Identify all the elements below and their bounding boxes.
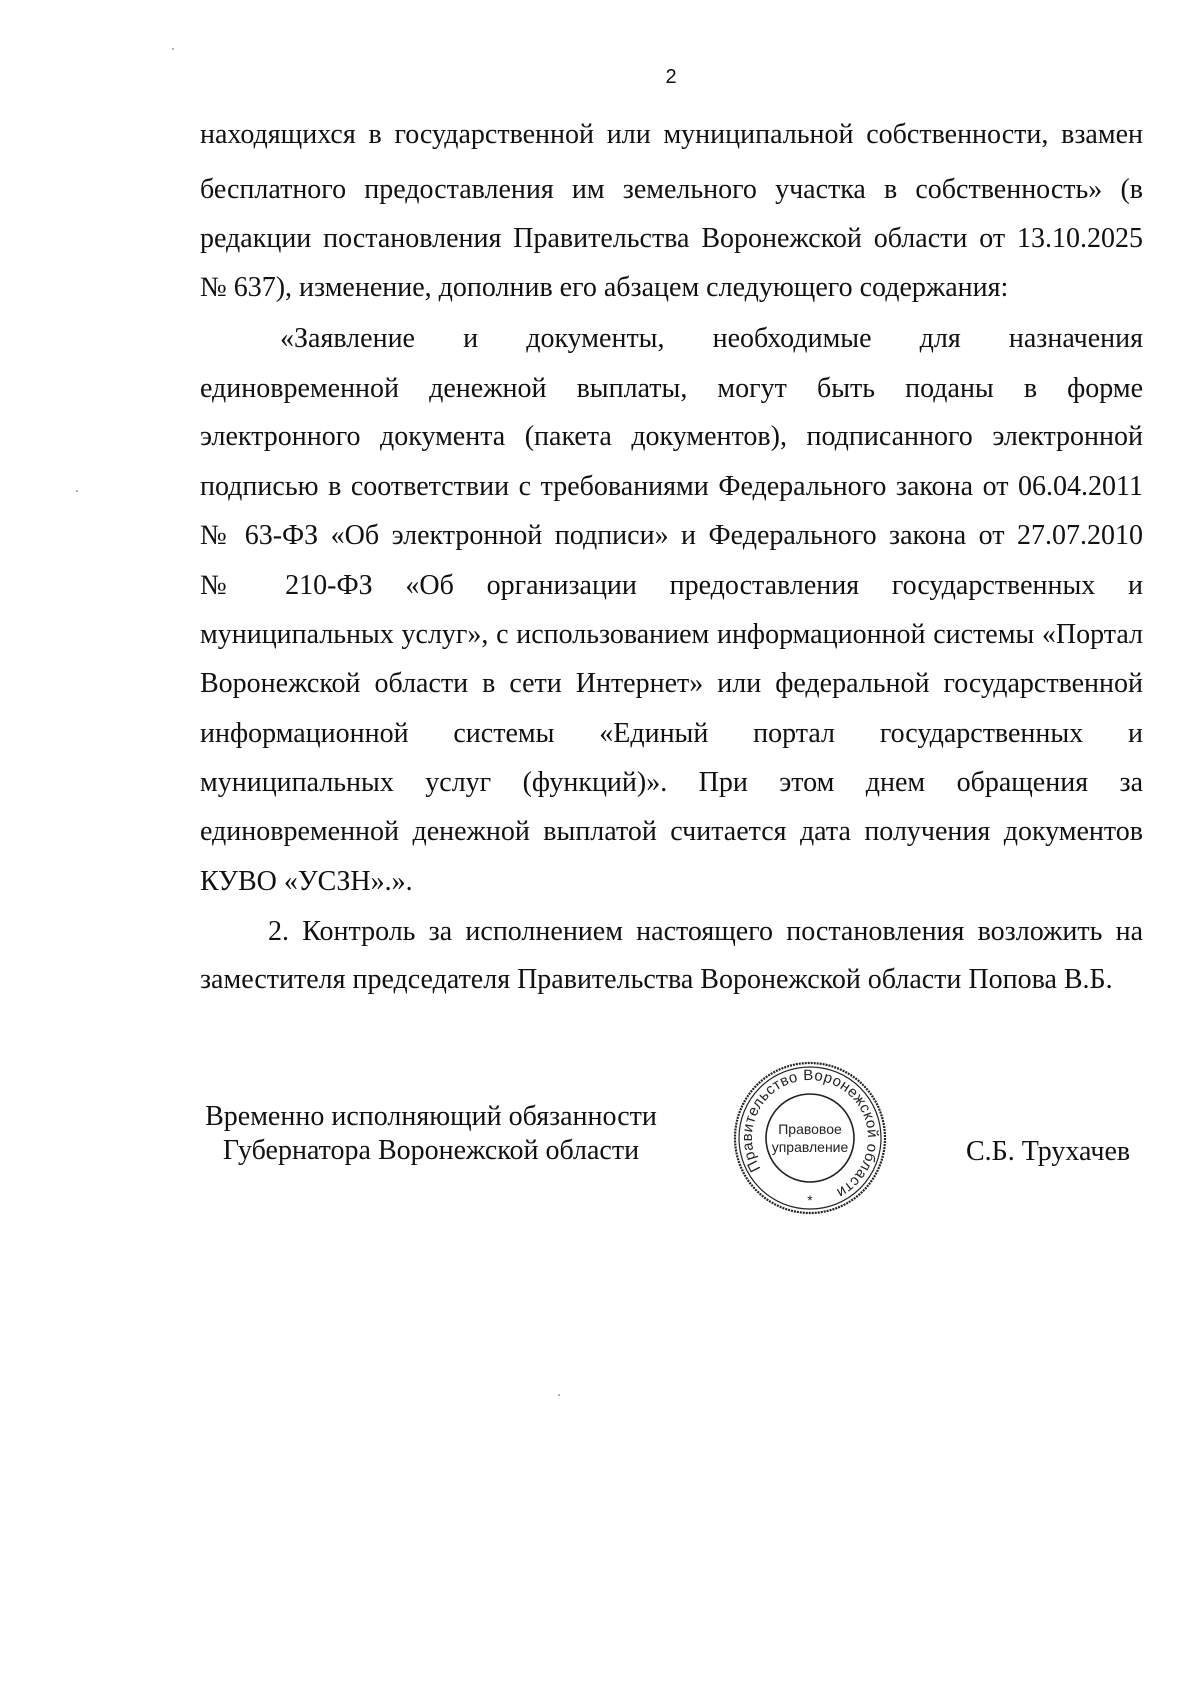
text-line: муниципальных услуг (функций)». При этом днем обращения за — [200, 767, 1143, 798]
stamp-star-mark: * — [807, 1192, 813, 1208]
stamp-inner-line: управление — [771, 1139, 849, 1155]
stamp-inner-line: Правовое — [778, 1121, 842, 1137]
text-line: муниципальных услуг», с использованием информационной системы «Портал — [200, 619, 1143, 650]
text-line: № 63-ФЗ «Об электронной подписи» и Федерального закона от 27.07.2010 — [200, 520, 1143, 551]
stamp-outer-text: Правительство Воронежской области — [738, 1066, 882, 1202]
signature-title-line: Временно исполняющий обязанности — [205, 1101, 657, 1132]
text-line: «Заявление и документы, необходимые для назначения — [280, 323, 1143, 354]
text-line: единовременной денежной выплатой считается дата получения документов — [200, 816, 1143, 847]
signatory-name: С.Б. Трухачев — [966, 1136, 1131, 1167]
scan-speck — [172, 48, 174, 50]
text-line: заместителя председателя Правительства Воронежской области Попова В.Б. — [200, 964, 1113, 995]
text-line: информационной системы «Единый портал государственных и — [200, 718, 1143, 749]
signature-title-line: Губернатора Воронежской области — [222, 1135, 640, 1166]
text-line: подписью в соответствии с требованиями Федерального закона от 06.04.2011 — [200, 471, 1143, 502]
text-line: 2. Контроль за исполнением настоящего постановления возложить на — [268, 916, 1143, 947]
text-line: КУВО «УСЗН».». — [200, 866, 413, 897]
text-line: Воронежской области в сети Интернет» или федеральной государственной — [200, 668, 1143, 699]
scan-speck — [558, 1394, 560, 1396]
text-line: электронного документа (пакета документов), подписанного электронной — [200, 421, 1143, 452]
signature-title — [196, 1100, 666, 1168]
page-number: 2 — [665, 66, 677, 88]
official-stamp — [732, 1060, 888, 1216]
scan-speck — [76, 490, 78, 492]
text-line: редакции постановления Правительства Воронежской области от 13.10.2025 — [200, 223, 1143, 254]
text-line: бесплатного предоставления им земельного участка в собственность» (в — [200, 174, 1143, 205]
text-line: № 637), изменение, дополнив его абзацем следующего содержания: — [200, 272, 1009, 303]
text-line: № 210-ФЗ «Об организации предоставления государственных и — [200, 570, 1143, 601]
text-line: единовременной денежной выплаты, могут быть поданы в форме — [200, 373, 1143, 404]
text-line: находящихся в государственной или муниципальной собственности, взамен — [200, 119, 1143, 150]
